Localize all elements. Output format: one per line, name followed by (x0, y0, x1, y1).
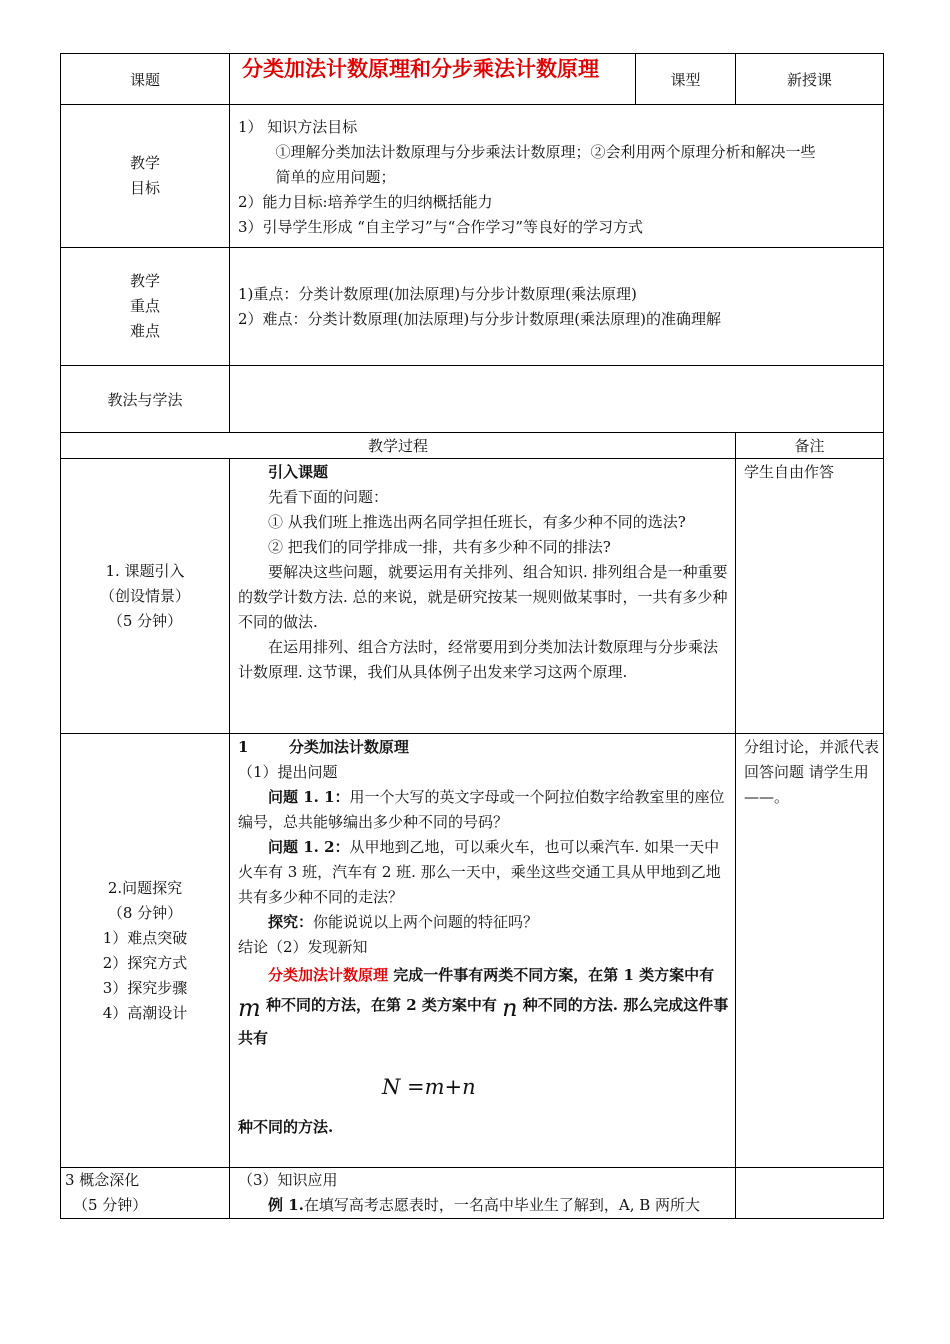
keypoints-label-1: 教学 (129, 272, 160, 290)
principle-text-4: 种不同的方法. (238, 1118, 334, 1136)
goals-line-4: 3）引导学生形成 “自主学习”与“合作学习”等良好的学习方式 (238, 218, 643, 236)
intro-p2: ① 从我们班上推选出两名同学担任班长，有多少种不同的选法? (268, 513, 686, 531)
deepen-note (736, 1168, 884, 1219)
intro-p3: ② 把我们的同学排成一排，共有多少种不同的排法? (268, 538, 611, 556)
principle-heading-text: 分类加法计数原理 (288, 738, 409, 756)
explore-step-2: （8 分钟） (107, 903, 183, 922)
example-1-text: 在填写高考志愿表时，一名高中毕业生了解到，A, B 两所大 (303, 1196, 701, 1214)
question-2-text: 从甲地到乙地，可以乘火车，也可以乘汽车. 如果一天中火车有 3 班，汽车有 2 班. 那么一天中，乘坐这些交通工具从甲地到乙地共有多少种不同的走法？ (238, 838, 721, 906)
intro-content (230, 459, 736, 734)
example-1 (238, 1193, 729, 1218)
explore-step-4: 2）探究方式 (102, 953, 188, 972)
explore-note: 分组讨论，并派代表回答问题 请学生用——。 (736, 734, 884, 1168)
principle-text-2: 种不同的方法，在第 2 类方案中有 (260, 996, 503, 1014)
course-label: 课题 (61, 54, 230, 105)
question-1 (238, 785, 729, 835)
sub-heading-3: （3）知识应用 (238, 1171, 338, 1189)
explore-prompt-text: 你能说说以上两个问题的特征吗？ (313, 913, 539, 931)
intro-p5: 在运用排列、组合方法时，经常要用到分类加法计数原理与分步乘法计数原理. 这节课，我们从具体例子出发来学习这两个原理. (238, 638, 719, 681)
explore-content (230, 734, 736, 1168)
explore-step-5: 3）探究步骤 (102, 978, 188, 997)
formula: N =m+n (382, 1075, 476, 1099)
principle-name: 分类加法计数原理 (268, 966, 389, 984)
sub-heading-2: 结论（2）发现新知 (238, 938, 368, 956)
explore-prompt-label: 探究： (268, 913, 314, 931)
principle-statement (238, 960, 729, 1053)
explore-prompt (238, 910, 729, 935)
explore-step-3: 1）难点突破 (102, 928, 188, 947)
intro-step-cell (61, 459, 230, 734)
goals-content (230, 105, 884, 248)
intro-step-2: （创设情景） (99, 586, 190, 605)
deepen-step-2: （5 分钟） (73, 1196, 148, 1214)
method-value (230, 366, 884, 433)
goals-line-3: 2）能力目标:培养学生的归纳概括能力 (238, 193, 493, 211)
intro-note: 学生自由作答 (736, 459, 884, 734)
goals-label-2: 目标 (129, 179, 160, 197)
intro-p4: 要解决这些问题，就要运用有关排列、组合知识. 排列组合是一种重要的数学计数方法. 总的来说，就是研究按某一规则做某事时，一共有多少种不同的做法. (238, 563, 728, 631)
keypoints-line-1: 1)重点：分类计数原理(加法原理)与分步计数原理(乘法原理) (238, 284, 637, 303)
method-label: 教法与学法 (61, 366, 230, 433)
explore-step-cell (61, 734, 230, 1168)
variable-n: n (502, 994, 518, 1022)
goals-line-2a: ①理解分类加法计数原理与分步乘法计数原理；②会利用两个原理分析和解决一些 (275, 143, 816, 161)
keypoints-line-2: 2）难点：分类计数原理(加法原理)与分步计数原理(乘法原理)的准确理解 (238, 309, 721, 328)
intro-heading: 引入课题 (268, 463, 329, 481)
principle-heading-num: 1 (238, 738, 249, 756)
deepen-step-1: 3 概念深化 (65, 1171, 140, 1189)
principle-text-1: 完成一件事有两类不同方案，在第 1 类方案中有 (388, 966, 715, 984)
lesson-plan-table (60, 53, 884, 1219)
deepen-content (230, 1168, 736, 1219)
explore-step-6: 4）高潮设计 (102, 1003, 188, 1022)
process-header: 教学过程 (61, 433, 736, 459)
intro-step-3: （5 分钟） (107, 611, 183, 630)
question-2-label: 问题 1. 2： (268, 838, 350, 856)
keypoints-content (230, 248, 884, 366)
question-1-text: 用一个大写的英文字母或一个阿拉伯数字给教室里的座位编号，总共能够编出多少种不同的号码？ (238, 788, 725, 831)
principle-text-3: 种不同的方法. 那么完成这件事共有 (238, 996, 729, 1047)
keypoints-label-cell (61, 248, 230, 366)
course-type-label: 课型 (636, 54, 736, 105)
principle-heading (238, 735, 729, 760)
intro-p1: 先看下面的问题： (268, 488, 389, 506)
variable-m: m (238, 994, 261, 1022)
keypoints-label-3: 难点 (129, 322, 160, 340)
goals-line-2b: 简单的应用问题； (275, 168, 396, 186)
question-1-label: 问题 1. 1： (268, 788, 350, 806)
course-type-value: 新授课 (736, 54, 884, 105)
deepen-step-cell (61, 1168, 230, 1219)
goals-label-cell (61, 105, 230, 248)
sub-heading-1: （1）提出问题 (238, 763, 338, 781)
example-1-label: 例 1. (268, 1196, 304, 1214)
course-title-cell (230, 54, 636, 105)
explore-step-1: 2.问题探究 (107, 878, 183, 897)
goals-line-1: 1） 知识方法目标 (238, 118, 358, 136)
goals-label-1: 教学 (129, 154, 160, 172)
intro-step-1: 1. 课题引入 (105, 561, 185, 580)
question-2 (238, 835, 729, 910)
notes-header: 备注 (736, 433, 884, 459)
course-title: 分类加法计数原理和分步乘法计数原理 (242, 56, 599, 81)
keypoints-label-2: 重点 (129, 297, 160, 315)
